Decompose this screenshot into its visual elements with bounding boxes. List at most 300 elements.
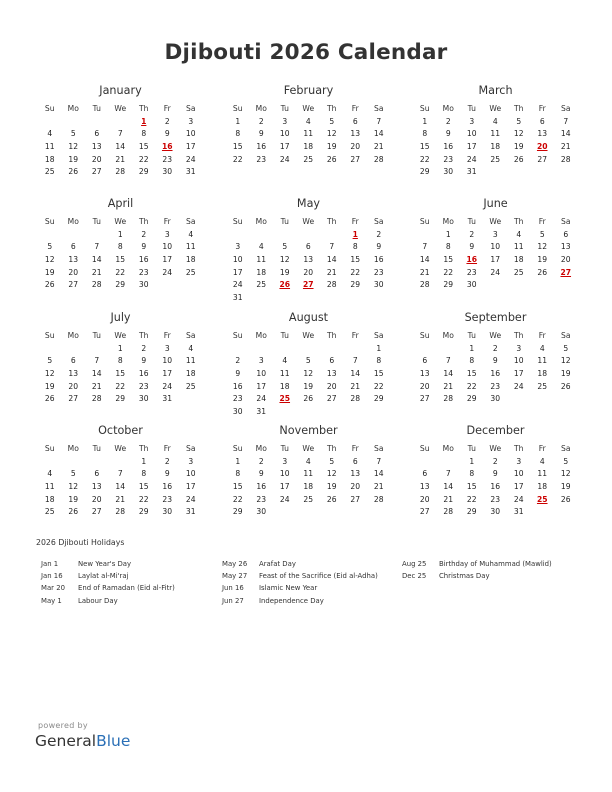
day-cell: 15: [466, 482, 477, 492]
day-cell: 28: [115, 167, 126, 177]
day-cell: 23: [490, 381, 501, 391]
day-cell: 30: [162, 167, 173, 177]
holiday-list-item: [402, 558, 577, 570]
weekday-label: Sa: [186, 331, 196, 340]
day-cell: 1: [445, 229, 451, 239]
day-cell: 6: [422, 469, 428, 479]
weekday-label: We: [489, 104, 502, 113]
day-cell: 14: [443, 369, 454, 379]
day-cell: 12: [326, 469, 337, 479]
day-cell: 10: [256, 369, 267, 379]
day-cell: 27: [91, 507, 102, 517]
day-cell: 16: [256, 142, 267, 152]
weekday-label: Th: [514, 104, 524, 113]
day-cell: 21: [91, 381, 102, 391]
weekday-label: Sa: [561, 444, 571, 453]
day-cell: 9: [164, 129, 170, 139]
weekday-label: Fr: [163, 444, 171, 453]
day-cell: 6: [539, 116, 545, 126]
day-cell: 15: [466, 369, 477, 379]
day-cell: 27: [350, 494, 361, 504]
day-cell: 1: [117, 229, 123, 239]
day-cell: 23: [443, 154, 454, 164]
day-cell: 25: [185, 267, 196, 277]
weekday-label: We: [114, 217, 127, 226]
month-name: October: [98, 424, 143, 437]
month-grid: [226, 103, 391, 166]
day-cell: 8: [117, 356, 123, 366]
day-cell: 14: [326, 255, 337, 265]
day-cell: 4: [188, 229, 194, 239]
month-name: June: [483, 197, 508, 210]
day-cell: 22: [350, 267, 361, 277]
day-cell: 25: [44, 167, 55, 177]
day-cell: 25: [303, 494, 314, 504]
day-cell: 28: [326, 280, 337, 290]
day-cell: 17: [513, 369, 524, 379]
weekday-label: Su: [44, 104, 55, 113]
holiday-list-item: [41, 582, 211, 594]
weekday-label: Fr: [163, 217, 171, 226]
day-cell: 7: [117, 469, 123, 479]
day-cell: 17: [279, 482, 290, 492]
day-cell: 3: [282, 456, 288, 466]
day-cell: 19: [303, 381, 314, 391]
day-cell: 21: [560, 142, 571, 152]
day-cell: 4: [282, 356, 288, 366]
month-grid: [38, 103, 203, 179]
day-cell: 7: [563, 116, 569, 126]
day-cell: 12: [513, 129, 524, 139]
empty-cell: [413, 343, 437, 356]
weekday-label: Sa: [186, 217, 196, 226]
empty-cell: [250, 229, 274, 242]
day-cell: 26: [560, 381, 571, 391]
weekday-label: We: [114, 331, 127, 340]
day-cell: 31: [466, 167, 477, 177]
day-cell: 10: [279, 469, 290, 479]
day-cell: 2: [492, 343, 498, 353]
holiday-day-cell: 1: [141, 116, 147, 126]
weekday-label: We: [302, 331, 315, 340]
day-cell: 31: [513, 507, 524, 517]
weekday-label: Fr: [351, 444, 359, 453]
holiday-name: End of Ramadan (Eid al-Fitr): [78, 584, 175, 593]
day-cell: 6: [94, 469, 100, 479]
day-cell: 10: [232, 255, 243, 265]
day-cell: 17: [232, 267, 243, 277]
day-cell: 17: [466, 142, 477, 152]
month-grid: [413, 103, 578, 179]
day-cell: 22: [138, 494, 149, 504]
weekday-label: Sa: [561, 217, 571, 226]
empty-cell: [62, 343, 86, 356]
day-cell: 1: [469, 456, 475, 466]
empty-cell: [297, 343, 321, 356]
day-cell: 31: [162, 394, 173, 404]
day-cell: 6: [563, 229, 569, 239]
day-cell: 13: [91, 482, 102, 492]
day-cell: 16: [256, 482, 267, 492]
day-cell: 8: [422, 129, 428, 139]
day-cell: 27: [419, 394, 430, 404]
weekday-label: Th: [139, 104, 149, 113]
day-cell: 4: [305, 116, 311, 126]
day-cell: 5: [47, 242, 53, 252]
weekday-label: Tu: [280, 217, 289, 226]
weekday-label: Mo: [255, 444, 267, 453]
day-cell: 22: [138, 154, 149, 164]
day-cell: 8: [352, 242, 358, 252]
day-cell: 30: [490, 394, 501, 404]
empty-cell: [297, 229, 321, 242]
month-march: [413, 83, 578, 179]
weekday-label: Fr: [351, 104, 359, 113]
day-cell: 21: [91, 267, 102, 277]
day-cell: 14: [115, 482, 126, 492]
day-cell: 30: [490, 507, 501, 517]
day-cell: 9: [164, 469, 170, 479]
day-cell: 17: [256, 381, 267, 391]
month-january: [38, 83, 203, 179]
holiday-name: Laylat al-Mi'raj: [78, 572, 129, 581]
day-cell: 21: [115, 154, 126, 164]
month-name: February: [283, 84, 334, 97]
page-title: Djibouti 2026 Calendar: [164, 40, 448, 65]
day-cell: 12: [537, 242, 548, 252]
day-cell: 3: [235, 242, 241, 252]
day-cell: 11: [185, 242, 196, 252]
day-cell: 2: [164, 456, 170, 466]
day-cell: 2: [258, 116, 264, 126]
weekday-label: Su: [44, 444, 55, 453]
empty-cell: [85, 343, 109, 356]
day-cell: 5: [329, 456, 335, 466]
day-cell: 8: [469, 356, 475, 366]
day-cell: 31: [232, 293, 243, 303]
weekday-label: Sa: [374, 331, 384, 340]
month-november: [226, 423, 391, 519]
day-cell: 7: [329, 242, 335, 252]
holiday-name: Labour Day: [78, 596, 118, 605]
generalblue-logo[interactable]: [35, 732, 130, 750]
empty-cell: [344, 343, 368, 356]
day-cell: 12: [68, 482, 79, 492]
day-cell: 6: [70, 242, 76, 252]
weekday-label: Su: [232, 217, 243, 226]
day-cell: 13: [537, 129, 548, 139]
day-cell: 28: [91, 394, 102, 404]
day-cell: 13: [419, 369, 430, 379]
day-cell: 19: [560, 369, 571, 379]
empty-cell: [38, 116, 62, 129]
day-cell: 24: [162, 381, 173, 391]
day-cell: 23: [138, 267, 149, 277]
weekday-label: Su: [232, 444, 243, 453]
day-cell: 11: [185, 356, 196, 366]
weekday-label: Th: [139, 331, 149, 340]
day-cell: 16: [162, 482, 173, 492]
weekday-label: Fr: [351, 217, 359, 226]
day-cell: 9: [258, 469, 264, 479]
day-cell: 29: [419, 167, 430, 177]
empty-cell: [38, 456, 62, 469]
day-cell: 12: [560, 469, 571, 479]
day-cell: 21: [326, 267, 337, 277]
empty-cell: [273, 229, 297, 242]
day-cell: 9: [258, 129, 264, 139]
month-april: [38, 196, 203, 292]
month-name: March: [478, 84, 513, 97]
day-cell: 23: [466, 267, 477, 277]
day-cell: 4: [539, 343, 545, 353]
weekday-label: Fr: [163, 104, 171, 113]
day-cell: 21: [443, 381, 454, 391]
day-cell: 29: [373, 394, 384, 404]
empty-cell: [320, 229, 344, 242]
weekday-label: Tu: [92, 104, 101, 113]
day-cell: 12: [68, 142, 79, 152]
weekday-label: Sa: [186, 444, 196, 453]
month-grid: [413, 330, 578, 406]
weekday-label: Su: [232, 104, 243, 113]
day-cell: 7: [376, 116, 382, 126]
weekday-label: Fr: [538, 331, 546, 340]
day-cell: 15: [115, 369, 126, 379]
day-cell: 29: [443, 280, 454, 290]
day-cell: 25: [256, 280, 267, 290]
weekday-label: We: [302, 217, 315, 226]
weekday-label: Th: [327, 104, 337, 113]
day-cell: 15: [373, 369, 384, 379]
empty-cell: [437, 456, 461, 469]
day-cell: 14: [373, 129, 384, 139]
day-cell: 5: [539, 229, 545, 239]
month-name: September: [464, 311, 527, 324]
day-cell: 15: [115, 255, 126, 265]
day-cell: 2: [141, 343, 147, 353]
powered-by-label: powered by: [38, 721, 88, 730]
day-cell: 8: [235, 129, 241, 139]
day-cell: 16: [232, 381, 243, 391]
day-cell: 10: [185, 129, 196, 139]
day-cell: 15: [138, 482, 149, 492]
weekday-label: Su: [232, 331, 243, 340]
month-grid: [226, 330, 391, 419]
holiday-day-cell: 25: [536, 494, 548, 504]
day-cell: 11: [44, 142, 55, 152]
day-cell: 17: [162, 255, 173, 265]
day-cell: 19: [44, 381, 55, 391]
day-cell: 4: [47, 469, 53, 479]
day-cell: 11: [303, 129, 314, 139]
weekday-label: Fr: [163, 331, 171, 340]
empty-cell: [273, 343, 297, 356]
weekday-label: We: [489, 217, 502, 226]
day-cell: 27: [68, 394, 79, 404]
weekday-label: Mo: [442, 331, 454, 340]
weekday-label: We: [114, 104, 127, 113]
weekday-label: Fr: [351, 331, 359, 340]
holiday-day-cell: 26: [279, 280, 291, 290]
empty-cell: [320, 343, 344, 356]
day-cell: 30: [138, 394, 149, 404]
weekday-label: Su: [44, 217, 55, 226]
day-cell: 24: [185, 154, 196, 164]
day-cell: 23: [490, 494, 501, 504]
day-cell: 13: [91, 142, 102, 152]
empty-cell: [226, 229, 250, 242]
day-cell: 4: [305, 456, 311, 466]
day-cell: 25: [303, 154, 314, 164]
day-cell: 18: [185, 255, 196, 265]
day-cell: 31: [185, 507, 196, 517]
day-cell: 28: [560, 154, 571, 164]
day-cell: 27: [350, 154, 361, 164]
day-cell: 18: [44, 494, 55, 504]
holiday-list-item: [41, 570, 211, 582]
day-cell: 2: [445, 116, 451, 126]
month-grid: [226, 443, 391, 519]
month-name: August: [288, 311, 329, 324]
day-cell: 1: [469, 343, 475, 353]
day-cell: 20: [350, 142, 361, 152]
empty-cell: [62, 116, 86, 129]
month-september: [413, 310, 578, 406]
holiday-day-cell: 27: [560, 267, 572, 277]
month-october: [38, 423, 203, 519]
month-grid: [38, 443, 203, 519]
holiday-list-item: [41, 595, 211, 607]
holiday-name: Christmas Day: [439, 572, 490, 581]
day-cell: 20: [91, 494, 102, 504]
day-cell: 28: [115, 507, 126, 517]
weekday-label: Tu: [467, 331, 476, 340]
month-name: July: [110, 311, 131, 324]
day-cell: 25: [513, 267, 524, 277]
month-grid: [413, 216, 578, 292]
day-cell: 22: [232, 494, 243, 504]
day-cell: 24: [162, 267, 173, 277]
day-cell: 24: [513, 494, 524, 504]
day-cell: 20: [68, 381, 79, 391]
holiday-name: Feast of the Sacrifice (Eid al-Adha): [259, 572, 378, 581]
day-cell: 30: [373, 280, 384, 290]
day-cell: 19: [68, 154, 79, 164]
day-cell: 18: [256, 267, 267, 277]
day-cell: 14: [419, 255, 430, 265]
holiday-list-item: [222, 570, 392, 582]
day-cell: 22: [466, 381, 477, 391]
empty-cell: [250, 343, 274, 356]
day-cell: 20: [326, 381, 337, 391]
day-cell: 7: [94, 242, 100, 252]
month-name: December: [466, 424, 525, 437]
holiday-day-cell: 25: [279, 394, 291, 404]
day-cell: 29: [138, 507, 149, 517]
day-cell: 26: [560, 494, 571, 504]
day-cell: 3: [282, 116, 288, 126]
weekday-label: Sa: [374, 104, 384, 113]
day-cell: 2: [258, 456, 264, 466]
day-cell: 23: [232, 394, 243, 404]
day-cell: 26: [326, 494, 337, 504]
day-cell: 23: [373, 267, 384, 277]
day-cell: 12: [44, 255, 55, 265]
month-name: May: [296, 197, 321, 210]
day-cell: 11: [537, 469, 548, 479]
day-cell: 23: [162, 154, 173, 164]
day-cell: 1: [235, 116, 241, 126]
day-cell: 3: [188, 116, 194, 126]
day-cell: 26: [44, 394, 55, 404]
weekday-label: Th: [514, 331, 524, 340]
day-cell: 27: [537, 154, 548, 164]
day-cell: 25: [44, 507, 55, 517]
day-cell: 22: [373, 381, 384, 391]
day-cell: 5: [329, 116, 335, 126]
day-cell: 12: [303, 369, 314, 379]
day-cell: 27: [68, 280, 79, 290]
day-cell: 25: [185, 381, 196, 391]
day-cell: 18: [303, 142, 314, 152]
day-cell: 31: [256, 407, 267, 417]
day-cell: 9: [445, 129, 451, 139]
weekday-label: Th: [514, 217, 524, 226]
day-cell: 20: [419, 494, 430, 504]
day-cell: 10: [513, 469, 524, 479]
weekday-label: Su: [44, 331, 55, 340]
weekday-label: Th: [327, 217, 337, 226]
day-cell: 21: [373, 142, 384, 152]
brand-blue-text: Blue: [96, 732, 131, 750]
day-cell: 9: [141, 356, 147, 366]
day-cell: 3: [516, 456, 522, 466]
holiday-column-1: [41, 558, 211, 607]
day-cell: 4: [492, 116, 498, 126]
day-cell: 5: [305, 356, 311, 366]
day-cell: 29: [466, 507, 477, 517]
day-cell: 19: [44, 267, 55, 277]
empty-cell: [85, 456, 109, 469]
day-cell: 21: [443, 494, 454, 504]
day-cell: 6: [70, 356, 76, 366]
holiday-name: Arafat Day: [259, 560, 296, 568]
weekday-label: Mo: [442, 217, 454, 226]
day-cell: 12: [326, 129, 337, 139]
day-cell: 29: [350, 280, 361, 290]
day-cell: 17: [162, 369, 173, 379]
month-august: [226, 310, 391, 419]
empty-cell: [38, 229, 62, 242]
day-cell: 15: [350, 255, 361, 265]
holiday-name: Islamic New Year: [259, 584, 318, 593]
day-cell: 7: [445, 356, 451, 366]
day-cell: 6: [352, 456, 358, 466]
day-cell: 5: [70, 469, 76, 479]
day-cell: 24: [232, 280, 243, 290]
empty-cell: [109, 116, 133, 129]
day-cell: 9: [492, 469, 498, 479]
day-cell: 8: [235, 469, 241, 479]
day-cell: 9: [376, 242, 382, 252]
holiday-date: May 26: [222, 560, 248, 568]
weekday-label: Tu: [280, 444, 289, 453]
day-cell: 2: [235, 356, 241, 366]
day-cell: 13: [68, 255, 79, 265]
day-cell: 20: [303, 267, 314, 277]
empty-cell: [62, 456, 86, 469]
